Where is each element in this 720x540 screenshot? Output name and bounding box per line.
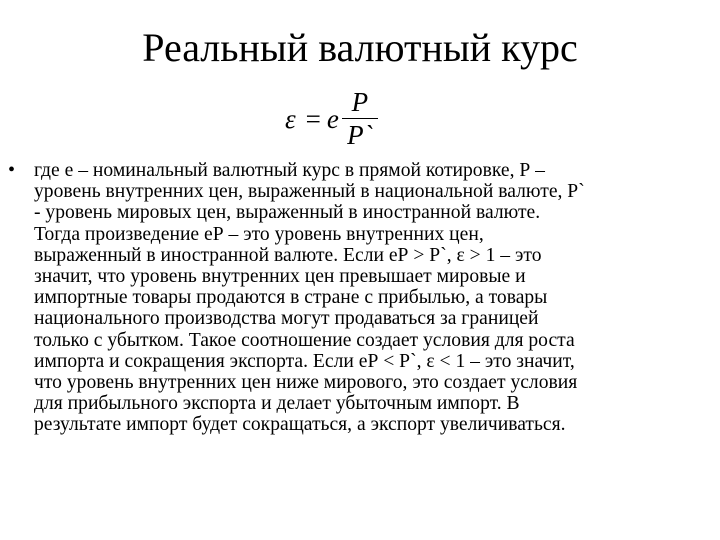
bullet-marker: • [8, 159, 16, 181]
text-line: - уровень мировых цен, выраженный в иностранной валюте. [34, 202, 541, 224]
slide-title: Реальный валютный курс [142, 25, 578, 70]
text-line: импорта и сокращения экспорта. Если еР < Р`, ε < 1 – это значит, [34, 350, 575, 372]
text-line: выраженный в иностранной валюте. Если еР > Р`, ε > 1 – это [34, 244, 542, 266]
formula-lhs: ε [285, 103, 296, 134]
formula-fraction [342, 89, 378, 149]
text-line: где е – номинальный валютный курс в прямой котировке, Р – [34, 160, 545, 181]
text-line: Тогда произведение еР – это уровень внутренних цен, [34, 223, 484, 245]
fraction-bar [342, 118, 378, 119]
text-line: только с убытком. Такое соотношение создает условия для роста [34, 329, 575, 351]
formula-equals: = [305, 103, 321, 134]
text-line: уровень внутренних цен, выраженный в национальной валюте, Р` [34, 181, 585, 203]
text-line: что уровень внутренних цен ниже мирового, это создает условия [34, 372, 578, 394]
text-line: результате импорт будет сокращаться, а экспорт увеличиваться. [34, 414, 566, 436]
text-line: импортные товары продаются в стране с прибылью, а товары [34, 287, 548, 309]
text-line: значит, что уровень внутренних цен превышает мировые и [34, 266, 526, 288]
formula-numerator: P [351, 87, 369, 117]
formula-coefficient: e [326, 103, 339, 134]
formula [285, 88, 378, 150]
text-line: национального производства могут продаваться за границей [34, 308, 539, 330]
text-line: для прибыльного экспорта и делает убыточным импорт. В [34, 393, 520, 415]
bullet-text [34, 160, 714, 436]
formula-denominator: P` [347, 120, 373, 150]
